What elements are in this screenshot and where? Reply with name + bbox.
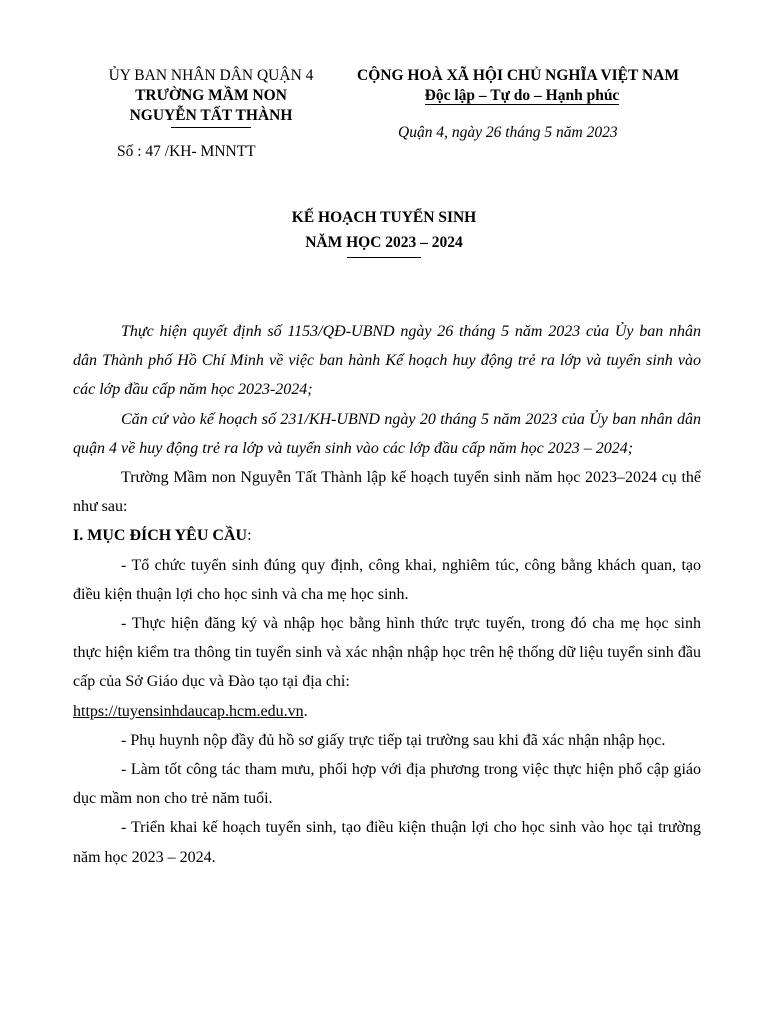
title-line1: KẾ HOẠCH TUYỂN SINH <box>291 209 477 226</box>
list-item: - Làm tốt công tác tham mưu, phối hợp với địa phương trong việc thực hiện phổ cập giáo dục mầm non cho trẻ năm tuổi. <box>73 761 701 808</box>
issuing-agency-header <box>96 66 326 128</box>
list-item: - Thực hiện đăng ký và nhập học bằng hình thức trực tuyến, trong đó cha mẹ học sinh thực hiện kiểm tra thông tin tuyển sinh và xác nhận nhập học trên hệ thống dữ liệu tuyển sinh đầu cấp của Sở Giáo dục và Đào tạo tại địa chỉ: <box>73 615 701 691</box>
title-divider <box>347 257 421 258</box>
document-title <box>0 205 768 258</box>
school-name-line1: TRƯỜNG MẦM NON <box>135 87 287 104</box>
link-line <box>73 697 701 726</box>
national-header <box>336 66 700 106</box>
agency-name: ỦY BAN NHÂN DÂN QUẬN 4 <box>108 67 314 84</box>
document-number: Số : 47 /KH- MNNTT <box>117 143 256 160</box>
section-heading <box>73 521 701 550</box>
title-line2: NĂM HỌC 2023 – 2024 <box>305 234 463 251</box>
legal-basis-paragraph-1: Thực hiện quyết định số 1153/QĐ-UBND ngày 26 tháng 5 năm 2023 của Ủy ban nhân dân Thành phố Hồ Chí Minh về việc ban hành Kế hoạch huy động trẻ ra lớp và tuyển sinh vào các lớp đầu cấp năm học 2023-2024; <box>73 323 701 399</box>
list-item: - Triển khai kế hoạch tuyển sinh, tạo điều kiện thuận lợi cho học sinh vào học tại trường năm học 2023 – 2024. <box>73 819 701 866</box>
school-name-line2: NGUYỄN TẤT THÀNH <box>129 107 293 124</box>
legal-basis-paragraph-2: Căn cứ vào kế hoạch số 231/KH-UBND ngày 20 tháng 5 năm 2023 của Ủy ban nhân dân quận 4 về huy động trẻ ra lớp và tuyển sinh vào các lớp đầu cấp năm học 2023 – 2024; <box>73 410 701 457</box>
section-title: I. MỤC ĐÍCH YÊU CẦU <box>73 527 248 545</box>
nation-name: CỘNG HOÀ XÃ HỘI CHỦ NGHĨA VIỆT NAM <box>357 67 679 84</box>
intro-paragraph: Trường Mầm non Nguyễn Tất Thành lập kế hoạch tuyển sinh năm học 2023–2024 cụ thể như sau: <box>73 469 701 516</box>
header-left-divider <box>171 127 251 128</box>
enrollment-portal-link[interactable]: https://tuyensinhdaucap.hcm.edu.vn <box>73 702 304 720</box>
national-motto <box>417 86 620 106</box>
document-date: Quận 4, ngày 26 tháng 5 năm 2023 <box>398 124 618 141</box>
national-motto-text: Độc lập – Tự do – Hạnh phúc <box>424 87 620 104</box>
list-item: - Tổ chức tuyển sinh đúng quy định, công khai, nghiêm túc, công bằng khách quan, tạo điều kiện thuận lợi cho học sinh và cha mẹ học sinh. <box>73 556 701 603</box>
link-suffix: . <box>303 702 308 720</box>
list-item: - Phụ huynh nộp đầy đủ hồ sơ giấy trực tiếp tại trường sau khi đã xác nhận nhập học. <box>121 731 666 749</box>
document-body <box>73 317 701 872</box>
section-title-colon: : <box>247 527 252 545</box>
